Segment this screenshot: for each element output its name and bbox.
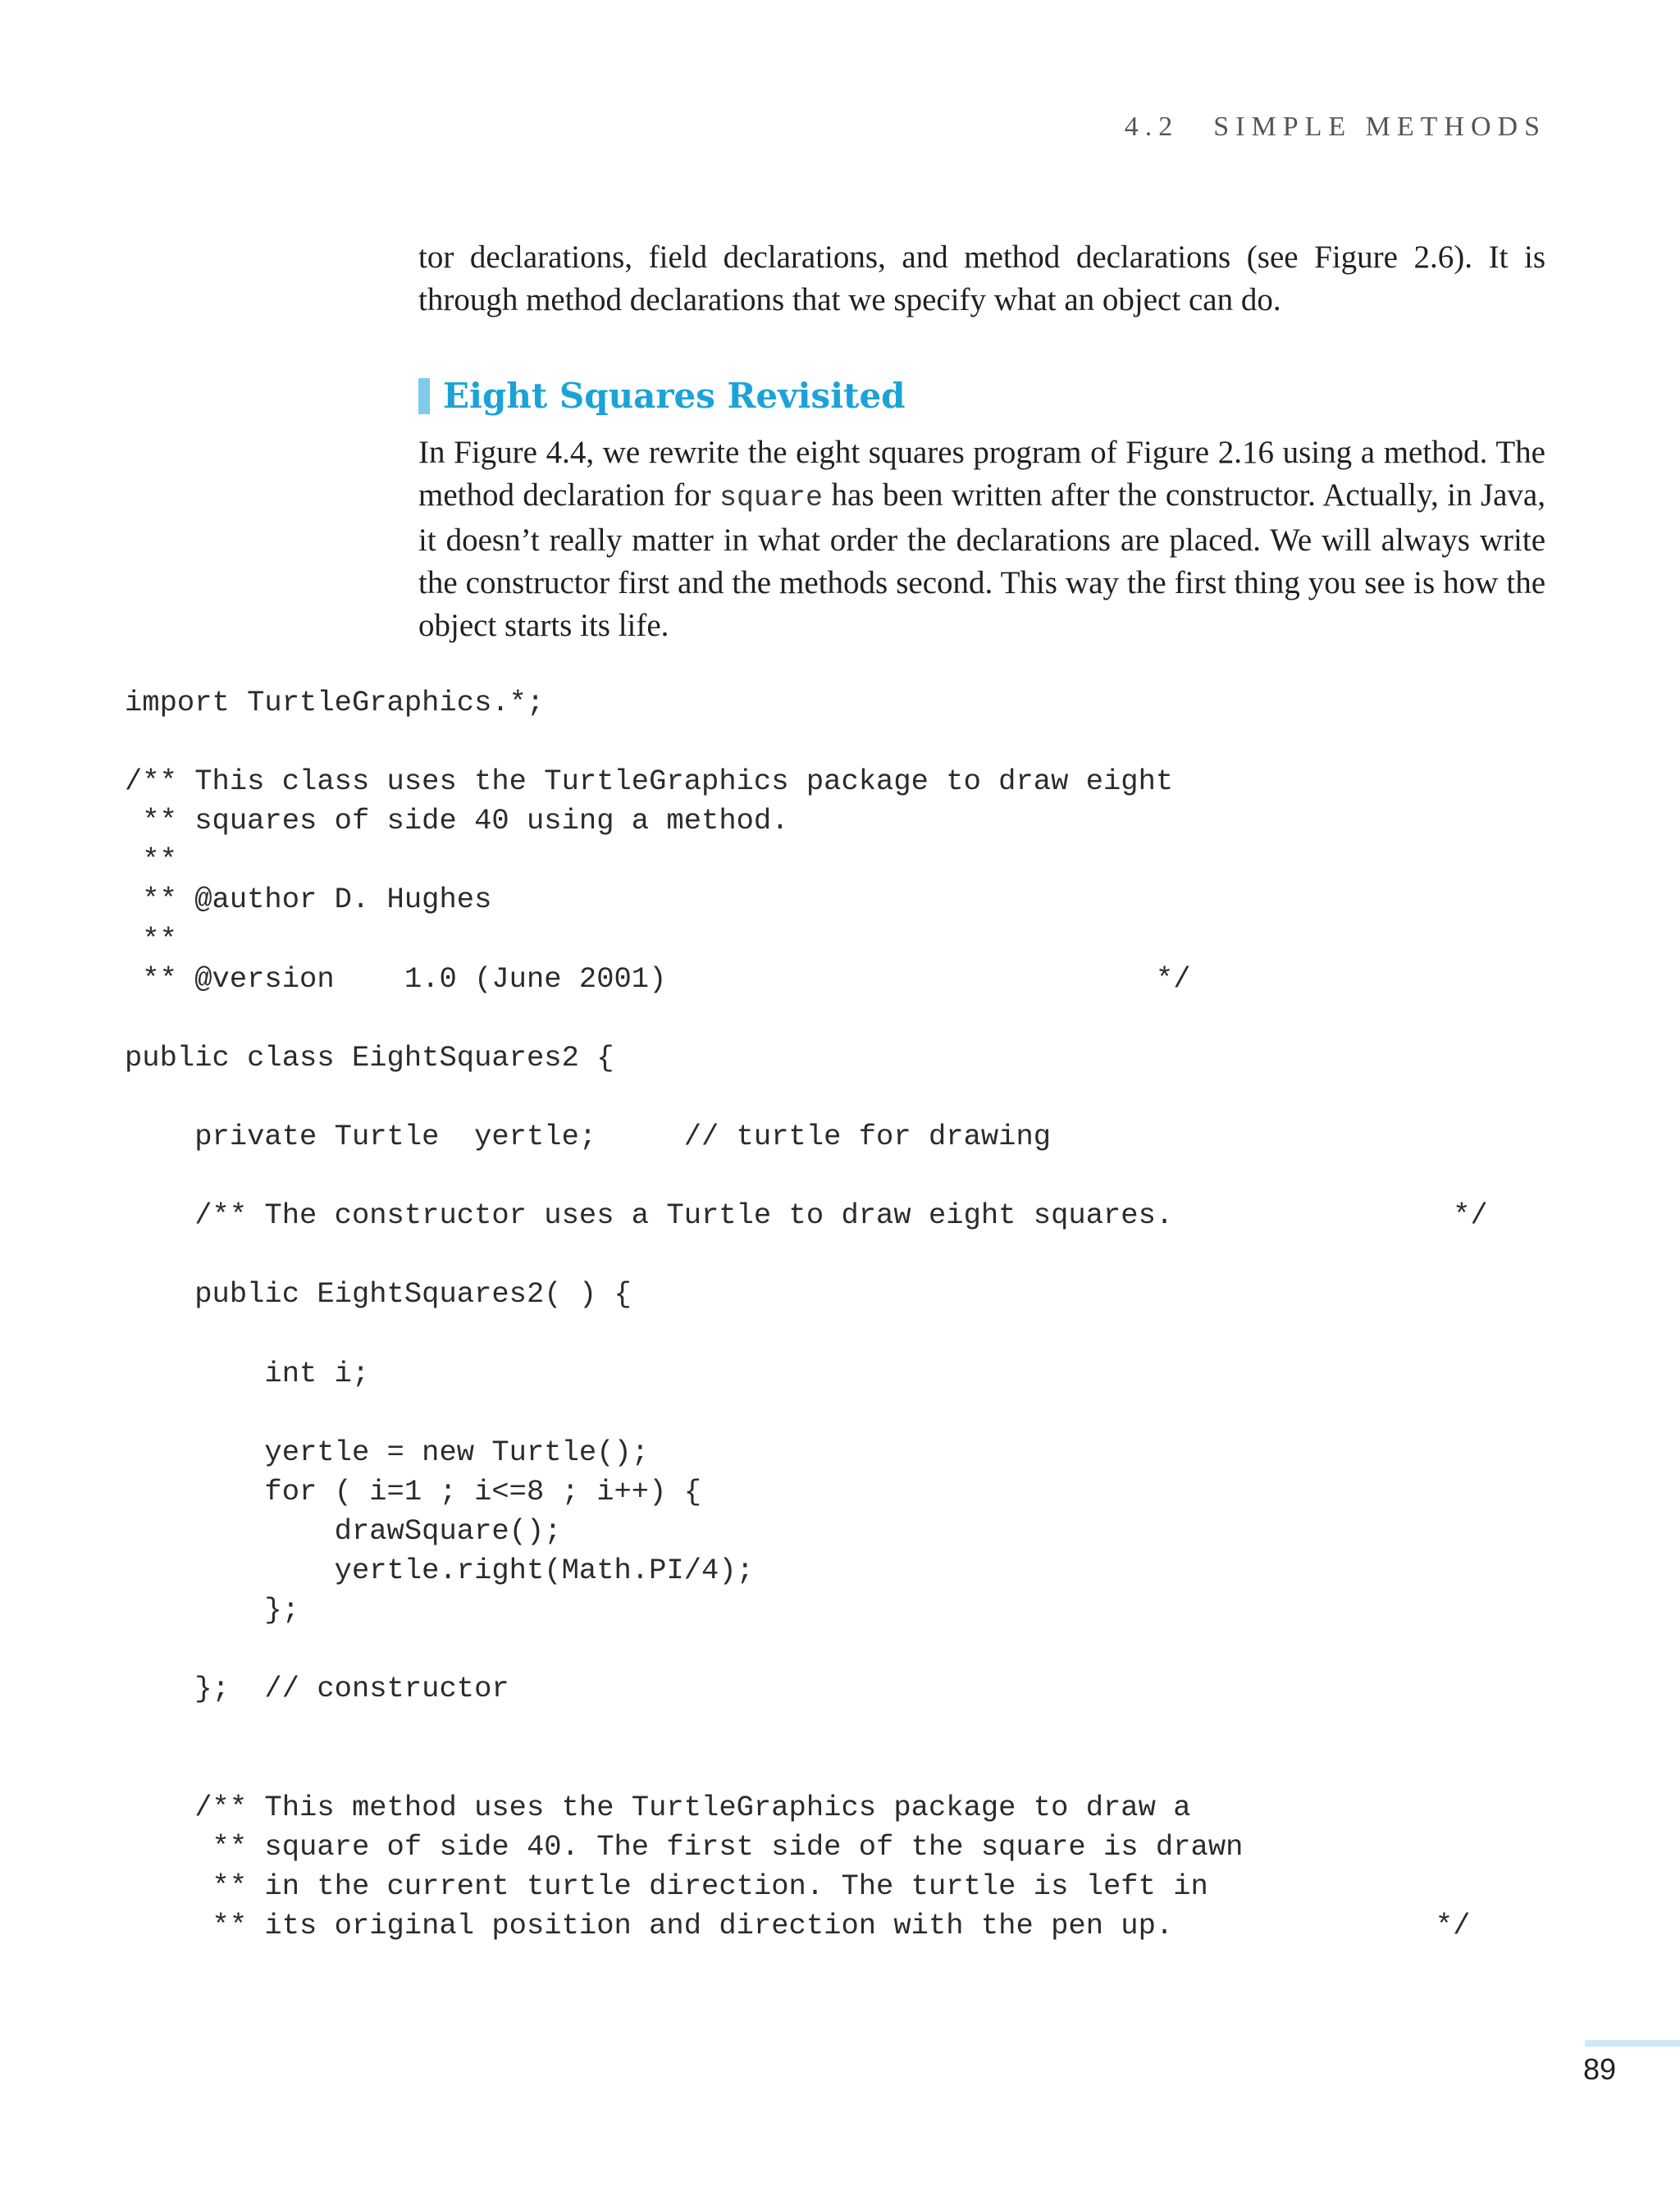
code-line: [125, 1394, 1488, 1433]
main-paragraph-text-end: has been written after the constructor. Actually, in Java, it doesn’t really matter in what order the declarations are placed. We will always write the constructor first and the methods second. This way the first thing you see is how the object starts its life.: [418, 477, 1545, 643]
running-head-section-number: 4.2: [1124, 112, 1180, 142]
code-line: ** @version 1.0 (June 2001) */: [125, 961, 1191, 996]
code-line: /** This class uses the TurtleGraphics package to draw eight: [125, 764, 1174, 799]
code-line: int i;: [125, 1356, 370, 1390]
section-heading: [418, 376, 906, 416]
code-line: public EightSquares2( ) {: [125, 1277, 632, 1312]
code-line: [125, 1709, 1488, 1748]
code-line: }; // constructor: [125, 1672, 509, 1706]
code-line: [125, 999, 1488, 1038]
code-line: ** squares of side 40 using a method.: [125, 804, 789, 838]
code-line: import TurtleGraphics.*;: [125, 686, 545, 719]
code-line: /** This method uses the TurtleGraphics package to draw a: [125, 1790, 1191, 1824]
code-line: [125, 1235, 1488, 1275]
code-line: ** its original position and direction with the pen up. */: [125, 1908, 1471, 1942]
running-head: [1125, 112, 1546, 143]
footer-rule: [1585, 2040, 1680, 2047]
main-paragraph: [418, 431, 1545, 647]
code-line: [125, 1315, 1488, 1354]
code-line: [125, 1157, 1488, 1196]
inline-code-square: square: [719, 482, 824, 514]
code-line: **: [125, 922, 177, 956]
code-line: ** @author D. Hughes: [125, 883, 492, 917]
code-line: };: [125, 1593, 300, 1627]
code-line: **: [125, 843, 177, 878]
page-number: 89: [1583, 2052, 1617, 2086]
code-line: private Turtle yertle; // turtle for drawing: [125, 1120, 1052, 1154]
code-line: yertle.right(Math.PI/4);: [125, 1554, 754, 1588]
code-line: ** in the current turtle direction. The turtle is left in: [125, 1869, 1208, 1903]
heading-marker-bar: [418, 378, 430, 414]
code-line: [125, 1630, 1488, 1669]
section-heading-text: Eight Squares Revisited: [443, 376, 906, 416]
code-line: ** square of side 40. The first side of the square is drawn: [125, 1829, 1244, 1864]
code-line: [125, 1078, 1488, 1117]
code-line: drawSquare();: [125, 1513, 562, 1548]
main-paragraph-text-start: In Figure 4.4, we rewrite the eight squares program of Figure 2.16 using a method. The method declaration for: [418, 435, 1545, 513]
code-line: [125, 723, 1488, 762]
code-line: yertle = new Turtle();: [125, 1435, 650, 1469]
code-line: [125, 1749, 1488, 1788]
code-line: /** The constructor uses a Turtle to draw eight squares. */: [125, 1198, 1488, 1233]
intro-paragraph: tor declarations, field declarations, and method declarations (see Figure 2.6). It is through method declarations that we specify what an object can do.: [418, 240, 1545, 317]
code-listing: [125, 683, 1488, 1946]
code-line: public class EightSquares2 {: [125, 1040, 614, 1075]
code-line: for ( i=1 ; i<=8 ; i++) {: [125, 1474, 702, 1508]
running-head-section-title: SIMPLE METHODS: [1213, 112, 1546, 142]
